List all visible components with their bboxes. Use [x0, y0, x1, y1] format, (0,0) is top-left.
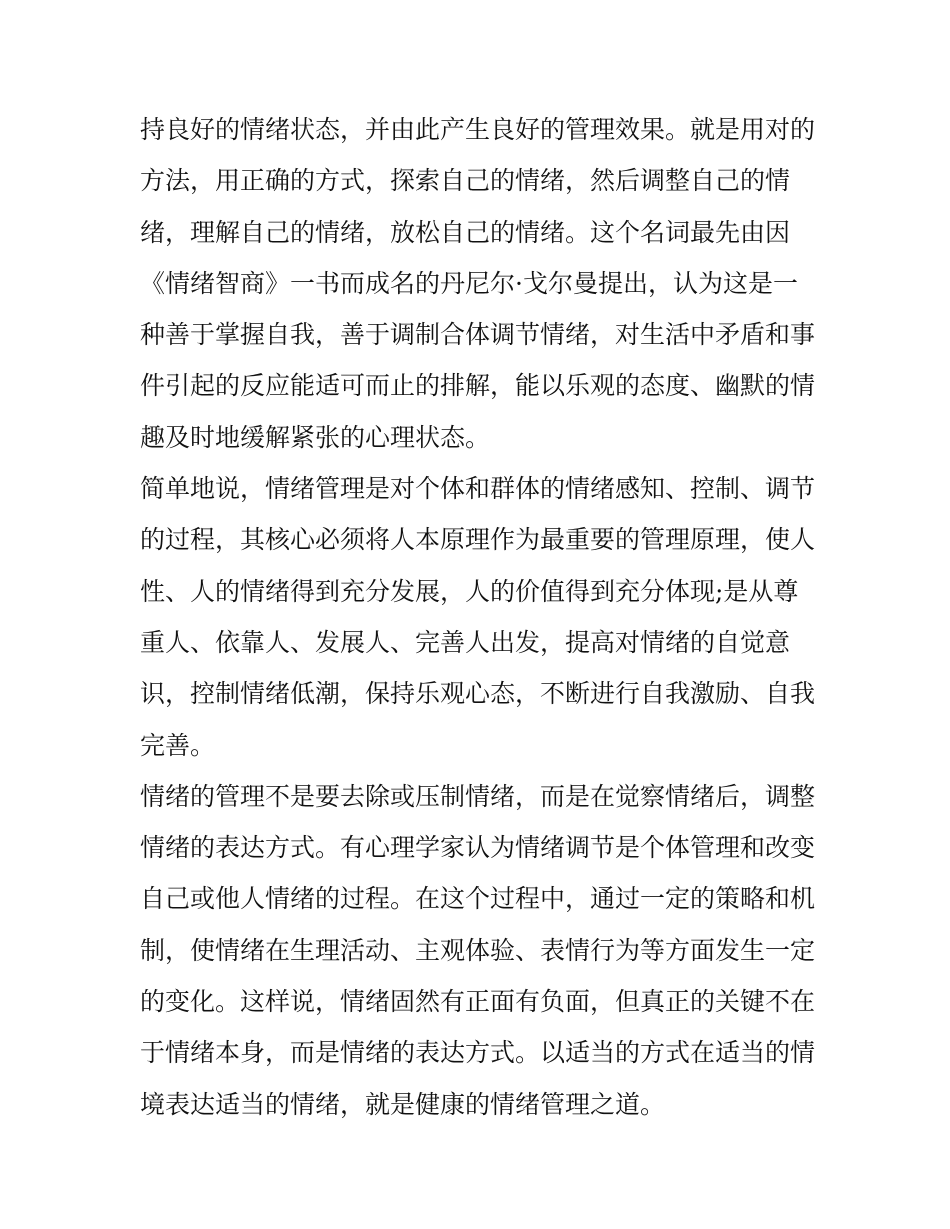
paragraph-emotion-expression: [140, 771, 815, 1130]
body-text: [140, 104, 815, 1130]
text-line: 自己或他人情绪的过程。在这个过程中，通过一定的策略和机: [140, 884, 815, 914]
text-line: 情绪的表达方式。有心理学家认为情绪调节是个体管理和改变: [140, 833, 815, 863]
paragraph-emotion-management-definition: [140, 463, 815, 771]
text-line: 方法，用正确的方式，探索自己的情绪，然后调整自己的情: [140, 166, 791, 196]
text-line: 制，使情绪在生理活动、主观体验、表情行为等方面发生一定: [140, 935, 815, 965]
text-line: 完善。: [140, 730, 216, 760]
text-line: 境表达适当的情绪，就是健康的情绪管理之道。: [140, 1089, 666, 1119]
text-line: 持良好的情绪状态，并由此产生良好的管理效果。就是用对的: [140, 115, 815, 144]
text-line: 《情绪智商》一书而成名的丹尼尔·戈尔曼提出，认为这是一: [140, 268, 798, 298]
text-line: 的变化。这样说，情绪固然有正面有负面，但真正的关键不在: [140, 987, 815, 1017]
paragraph-emotion-management-origin: [140, 104, 815, 463]
text-line: 性、人的情绪得到充分发展，人的价值得到充分体现;是从尊: [140, 576, 799, 606]
text-line: 重人、依靠人、发展人、完善人出发，提高对情绪的自觉意: [140, 627, 791, 657]
text-line: 件引起的反应能适可而止的排解，能以乐观的态度、幽默的情: [140, 371, 815, 401]
text-line: 于情绪本身，而是情绪的表达方式。以适当的方式在适当的情: [140, 1038, 815, 1068]
text-line: 绪，理解自己的情绪，放松自己的情绪。这个名词最先由因: [140, 217, 791, 247]
text-line: 简单地说，情绪管理是对个体和群体的情绪感知、控制、调节: [140, 474, 815, 504]
text-line: 种善于掌握自我，善于调制合体调节情绪，对生活中矛盾和事: [140, 320, 815, 350]
text-line: 识，控制情绪低潮，保持乐观心态，不断进行自我激励、自我: [140, 679, 815, 709]
text-line: 趣及时地缓解紧张的心理状态。: [140, 422, 491, 452]
text-line: 的过程，其核心必须将人本原理作为最重要的管理原理，使人: [140, 525, 815, 555]
text-line: 情绪的管理不是要去除或压制情绪，而是在觉察情绪后，调整: [140, 781, 815, 811]
